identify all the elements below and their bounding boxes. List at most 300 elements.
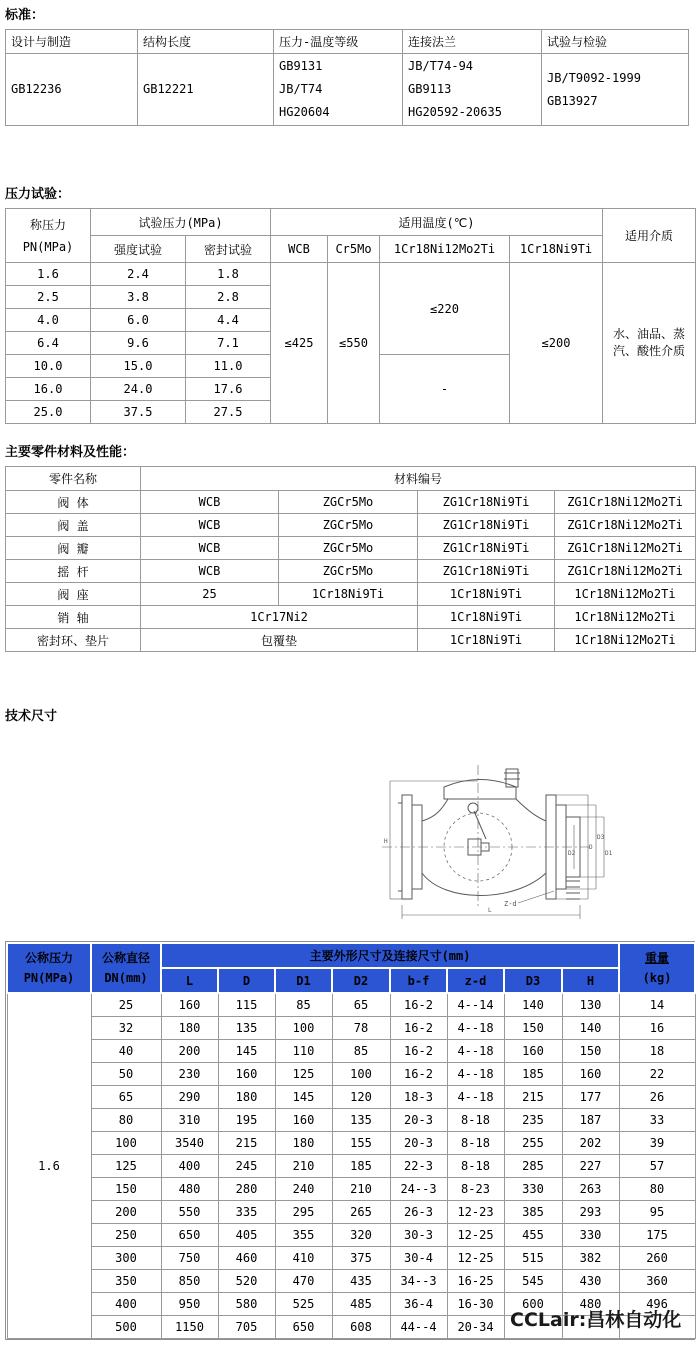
dim-label-d2: D2 xyxy=(568,850,576,857)
dim-cell-l: 200 xyxy=(161,1039,218,1062)
dims-sub-col: b-f xyxy=(390,968,447,993)
dim-cell-h: 177 xyxy=(562,1085,619,1108)
dim-cell-d3: 185 xyxy=(504,1062,562,1085)
pressure-col-cr5mo: Cr5Mo xyxy=(328,236,380,263)
dim-cell-bf: 20-3 xyxy=(390,1131,447,1154)
standard-code: GB12236 xyxy=(11,82,62,96)
dn-cell: 400 xyxy=(91,1292,161,1315)
dim-cell-l: 550 xyxy=(161,1200,218,1223)
zd-leader-line xyxy=(518,891,554,903)
standards-col-flange: 连接法兰 xyxy=(403,30,542,54)
material-code: ZG1Cr18Ni12Mo2Ti xyxy=(555,514,696,537)
dim-cell-d1: 160 xyxy=(275,1108,332,1131)
part-name: 阀 座 xyxy=(6,583,141,606)
material-code: ZGCr5Mo xyxy=(279,491,418,514)
dn-cell: 50 xyxy=(91,1062,161,1085)
standard-code: GB13927 xyxy=(547,93,598,108)
dim-cell-bf: 16-2 xyxy=(390,993,447,1016)
dim-cell-d3: 255 xyxy=(504,1131,562,1154)
materials-body xyxy=(6,491,696,606)
dims-sub-col: D2 xyxy=(332,968,390,993)
materials-row xyxy=(6,560,696,583)
dim-cell-d3: 385 xyxy=(504,1200,562,1223)
dn-cell: 150 xyxy=(91,1177,161,1200)
dims-row xyxy=(7,993,695,1016)
material-code: WCB xyxy=(141,560,279,583)
pressure-header-row-1 xyxy=(6,209,696,236)
dim-cell-d2: 375 xyxy=(332,1246,390,1269)
bonnet xyxy=(444,769,520,799)
pn-value: 10.0 xyxy=(6,355,91,378)
dn-header-line2: DN(mm) xyxy=(104,970,148,985)
seal-value: 7.1 xyxy=(186,332,271,355)
dim-cell-kg: 57 xyxy=(619,1154,695,1177)
dim-cell-zd: 12-25 xyxy=(447,1223,504,1246)
dim-cell-d1: 100 xyxy=(275,1016,332,1039)
pn-label-line2: PN(MPa) xyxy=(22,239,74,254)
dim-cell-h: 330 xyxy=(562,1223,619,1246)
seal-value: 4.4 xyxy=(186,309,271,332)
dim-cell-zd: 8-23 xyxy=(447,1177,504,1200)
dim-cell-bf: 34--3 xyxy=(390,1269,447,1292)
pn-value: 1.6 xyxy=(6,263,91,286)
dim-cell-l: 1150 xyxy=(161,1315,218,1338)
mat2-temp-limit: ≤200 xyxy=(510,263,603,424)
dn-cell: 65 xyxy=(91,1085,161,1108)
material-code: ZG1Cr18Ni9Ti xyxy=(418,514,555,537)
material-code: ZGCr5Mo xyxy=(279,560,418,583)
pn-header-line2: PN(MPa) xyxy=(23,970,75,985)
dim-cell-d: 705 xyxy=(218,1315,275,1338)
dimensions-title: 技术尺寸 xyxy=(5,709,58,724)
part-name: 阀 盖 xyxy=(6,514,141,537)
valve-drawing xyxy=(378,759,614,931)
standard-code: JB/T74-94 xyxy=(408,59,474,73)
standard-code: HG20592-20635 xyxy=(408,105,502,119)
dim-cell-h: 130 xyxy=(562,993,619,1016)
strength-value: 9.6 xyxy=(91,332,186,355)
dim-cell-bf: 20-3 xyxy=(390,1108,447,1131)
material-code: 1Cr18Ni9Ti xyxy=(418,629,555,652)
dim-cell-zd: 4--18 xyxy=(447,1085,504,1108)
material-code: ZGCr5Mo xyxy=(279,514,418,537)
strength-value: 3.8 xyxy=(91,286,186,309)
dim-cell-h: 293 xyxy=(562,1200,619,1223)
dim-cell-d2: 265 xyxy=(332,1200,390,1223)
dim-cell-d3: 600 xyxy=(504,1292,562,1315)
materials-row xyxy=(6,537,696,560)
materials-header-row xyxy=(6,467,696,491)
standard-code: GB12221 xyxy=(143,82,194,96)
dim-cell-l: 310 xyxy=(161,1108,218,1131)
pressure-col-seal: 密封试验 xyxy=(186,236,271,263)
dim-cell-d: 160 xyxy=(218,1062,275,1085)
dim-cell-h: 430 xyxy=(562,1269,619,1292)
materials-col-part: 零件名称 xyxy=(6,467,141,491)
pn-value-cell: 1.6 xyxy=(7,993,91,1338)
dim-cell-d1: 355 xyxy=(275,1223,332,1246)
dim-cell-l: 950 xyxy=(161,1292,218,1315)
dn-cell: 80 xyxy=(91,1108,161,1131)
part-name: 阀 体 xyxy=(6,491,141,514)
dim-cell-d1: 145 xyxy=(275,1085,332,1108)
dim-label-d3: D3 xyxy=(597,834,605,841)
dim-label-d1: D1 xyxy=(605,850,613,857)
standard-code: GB9131 xyxy=(279,59,323,73)
dn-cell: 100 xyxy=(91,1131,161,1154)
dim-cell-d2: 78 xyxy=(332,1016,390,1039)
dim-cell-d1: 525 xyxy=(275,1292,332,1315)
dim-cell-h: 382 xyxy=(562,1246,619,1269)
dim-cell-bf: 30-4 xyxy=(390,1246,447,1269)
dim-cell-d2: 185 xyxy=(332,1154,390,1177)
dn-cell: 125 xyxy=(91,1154,161,1177)
material-code: ZGCr5Mo xyxy=(279,537,418,560)
dim-cell-kg: 14 xyxy=(619,993,695,1016)
dims-sub-col: L xyxy=(161,968,218,993)
materials-title: 主要零件材料及性能： xyxy=(5,445,136,460)
dim-cell-h: 263 xyxy=(562,1177,619,1200)
dim-cell-kg: 80 xyxy=(619,1177,695,1200)
material-code: 1Cr18Ni9Ti xyxy=(418,583,555,606)
dim-cell-zd: 8-18 xyxy=(447,1108,504,1131)
dim-cell-bf: 30-3 xyxy=(390,1223,447,1246)
dim-label-d: D xyxy=(589,844,593,851)
pn-value: 2.5 xyxy=(6,286,91,309)
dim-cell-kg: 95 xyxy=(619,1200,695,1223)
dim-cell-d: 520 xyxy=(218,1269,275,1292)
dim-cell-d2: 135 xyxy=(332,1108,390,1131)
materials-col-codes: 材料编号 xyxy=(141,467,696,491)
dims-header-row-1 xyxy=(7,943,695,968)
dims-row xyxy=(7,1085,695,1108)
material-code: ZG1Cr18Ni9Ti xyxy=(418,491,555,514)
pressure-col-mat2: 1Cr18Ni9Ti xyxy=(510,236,603,263)
dim-cell-d3: 150 xyxy=(504,1016,562,1039)
dim-cell-kg: 175 xyxy=(619,1223,695,1246)
standards-cell-flange xyxy=(403,54,542,126)
pn-header-line1: 公称压力 xyxy=(24,950,73,965)
dn-cell: 350 xyxy=(91,1269,161,1292)
dim-cell-kg: 16 xyxy=(619,1016,695,1039)
standards-col-test: 试验与检验 xyxy=(542,30,689,54)
pressure-header-row-2 xyxy=(6,236,696,263)
dim-cell-h: 202 xyxy=(562,1131,619,1154)
material-code: 1Cr18Ni12Mo2Ti xyxy=(555,629,696,652)
wcb-temp-limit: ≤425 xyxy=(271,263,328,424)
dim-cell-d3: 330 xyxy=(504,1177,562,1200)
dims-row xyxy=(7,1039,695,1062)
dn-cell: 25 xyxy=(91,993,161,1016)
dims-sub-col: z-d xyxy=(447,968,504,993)
dim-cell-d1: 210 xyxy=(275,1154,332,1177)
dim-cell-l: 480 xyxy=(161,1177,218,1200)
standards-cell-test xyxy=(542,54,689,126)
seal-value: 27.5 xyxy=(186,401,271,424)
dims-col-pn xyxy=(7,943,91,993)
dims-sub-col: H xyxy=(562,968,619,993)
dim-cell-kg: 496 xyxy=(619,1292,695,1315)
material-code: 1Cr18Ni9Ti xyxy=(418,606,555,629)
dim-cell-d3: 215 xyxy=(504,1085,562,1108)
standards-cell-pt-rating xyxy=(274,54,403,126)
mat1-temp-limit-lower: - xyxy=(380,355,510,424)
dims-row xyxy=(7,1269,695,1292)
dim-cell-zd: 12-25 xyxy=(447,1246,504,1269)
seal-value: 17.6 xyxy=(186,378,271,401)
dn-header-line1: 公称直径 xyxy=(101,950,150,965)
dim-cell-d3: 455 xyxy=(504,1223,562,1246)
dim-cell-bf: 16-2 xyxy=(390,1016,447,1039)
dim-cell-d1: 295 xyxy=(275,1200,332,1223)
dims-sub-col: D xyxy=(218,968,275,993)
dims-row xyxy=(7,1016,695,1039)
dim-cell-zd: 16-25 xyxy=(447,1269,504,1292)
material-code: ZG1Cr18Ni9Ti xyxy=(418,560,555,583)
standards-data-row xyxy=(6,54,689,126)
dim-cell-d2: 85 xyxy=(332,1039,390,1062)
dim-cell-d2: 485 xyxy=(332,1292,390,1315)
part-name: 阀 瓣 xyxy=(6,537,141,560)
part-name: 摇 杆 xyxy=(6,560,141,583)
pn-value: 25.0 xyxy=(6,401,91,424)
pressure-test-title: 压力试验： xyxy=(5,187,71,202)
standards-title: 标准： xyxy=(5,8,45,23)
seal-value: 2.8 xyxy=(186,286,271,309)
dim-cell-d: 180 xyxy=(218,1085,275,1108)
dim-cell-d: 580 xyxy=(218,1292,275,1315)
dim-cell-d: 215 xyxy=(218,1131,275,1154)
materials-row-pin xyxy=(6,606,696,629)
dims-col-dn xyxy=(91,943,161,993)
dim-cell-zd: 4--18 xyxy=(447,1039,504,1062)
material-code: WCB xyxy=(141,514,279,537)
standards-col-length: 结构长度 xyxy=(138,30,274,54)
standard-code: JB/T9092-1999 xyxy=(547,70,641,85)
pn-label-line1: 称压力 xyxy=(29,217,66,232)
standard-code: JB/T74 xyxy=(279,82,323,96)
dims-row xyxy=(7,1131,695,1154)
material-code: 1Cr18Ni12Mo2Ti xyxy=(555,583,696,606)
dim-cell-zd: 4--18 xyxy=(447,1062,504,1085)
dim-cell-d1: 85 xyxy=(275,993,332,1016)
swing-arm xyxy=(474,811,486,839)
dim-cell-d2: 100 xyxy=(332,1062,390,1085)
dim-cell-bf: 26-3 xyxy=(390,1200,447,1223)
dim-cell-d1: 125 xyxy=(275,1062,332,1085)
dim-cell-d3: 545 xyxy=(504,1269,562,1292)
material-code: ZG1Cr18Ni12Mo2Ti xyxy=(555,491,696,514)
dim-cell-h: 480 xyxy=(562,1292,619,1315)
standards-header-row xyxy=(6,30,689,54)
standards-col-pt-rating: 压力-温度等级 xyxy=(274,30,403,54)
dimensions-table-container xyxy=(5,941,695,1340)
dim-cell-d2: 65 xyxy=(332,993,390,1016)
dim-cell-bf: 36-4 xyxy=(390,1292,447,1315)
applicable-medium: 水、油品、蒸汽、酸性介质 xyxy=(603,263,696,424)
dim-cell-d2: 120 xyxy=(332,1085,390,1108)
dim-cell-zd: 4--14 xyxy=(447,993,504,1016)
strength-value: 6.0 xyxy=(91,309,186,332)
pn-value: 16.0 xyxy=(6,378,91,401)
dims-row xyxy=(7,1177,695,1200)
strength-value: 37.5 xyxy=(91,401,186,424)
dn-cell: 250 xyxy=(91,1223,161,1246)
dim-cell-d: 405 xyxy=(218,1223,275,1246)
dims-row xyxy=(7,1200,695,1223)
dim-cell-bf: 16-2 xyxy=(390,1039,447,1062)
standards-table xyxy=(5,29,689,126)
dim-cell-d3: 140 xyxy=(504,993,562,1016)
dim-cell-d: 115 xyxy=(218,993,275,1016)
dim-cell-d1: 470 xyxy=(275,1269,332,1292)
dn-cell: 40 xyxy=(91,1039,161,1062)
standard-code: HG20604 xyxy=(279,105,330,119)
dim-cell-kg: 22 xyxy=(619,1062,695,1085)
dim-cell-l: 3540 xyxy=(161,1131,218,1154)
dims-sub-col: D1 xyxy=(275,968,332,993)
seal-value: 1.8 xyxy=(186,263,271,286)
dim-cell-d3: 285 xyxy=(504,1154,562,1177)
dim-cell-d: 145 xyxy=(218,1039,275,1062)
dim-cell-l: 850 xyxy=(161,1269,218,1292)
part-name: 密封环、垫片 xyxy=(6,629,141,652)
dim-cell-kg: 360 xyxy=(619,1269,695,1292)
dim-cell-zd: 4--18 xyxy=(447,1016,504,1039)
material-code: WCB xyxy=(141,491,279,514)
dims-row xyxy=(7,1246,695,1269)
materials-row xyxy=(6,583,696,606)
dim-cell-d: 245 xyxy=(218,1154,275,1177)
dim-cell-d2: 210 xyxy=(332,1177,390,1200)
mat1-temp-limit-upper: ≤220 xyxy=(380,263,510,355)
dim-cell-l: 290 xyxy=(161,1085,218,1108)
material-code: 包覆垫 xyxy=(141,629,418,652)
materials-row xyxy=(6,514,696,537)
dim-cell-l: 160 xyxy=(161,993,218,1016)
standard-code: GB9113 xyxy=(408,82,452,96)
dim-cell-d: 195 xyxy=(218,1108,275,1131)
dim-cell-d: 460 xyxy=(218,1246,275,1269)
valve-drawing-container xyxy=(378,759,700,935)
dim-cell-d: 335 xyxy=(218,1200,275,1223)
cr5mo-temp-limit: ≤550 xyxy=(328,263,380,424)
dim-cell-d3: 160 xyxy=(504,1039,562,1062)
dim-cell-d1: 110 xyxy=(275,1039,332,1062)
dim-cell-d2: 435 xyxy=(332,1269,390,1292)
dim-cell-d3: 235 xyxy=(504,1108,562,1131)
dim-cell-zd: 20-34 xyxy=(447,1315,504,1338)
pressure-col-wcb: WCB xyxy=(271,236,328,263)
seal-value: 11.0 xyxy=(186,355,271,378)
dim-cell-kg: 26 xyxy=(619,1085,695,1108)
weight-header-line2: (kg) xyxy=(642,970,672,985)
strength-value: 2.4 xyxy=(91,263,186,286)
materials-table xyxy=(5,466,696,652)
dn-cell: 200 xyxy=(91,1200,161,1223)
dim-cell-zd: 12-23 xyxy=(447,1200,504,1223)
pn-value: 6.4 xyxy=(6,332,91,355)
dims-row xyxy=(7,1154,695,1177)
dim-cell-zd: 16-30 xyxy=(447,1292,504,1315)
dim-cell-d1: 180 xyxy=(275,1131,332,1154)
dim-cell-bf: 18-3 xyxy=(390,1085,447,1108)
part-name: 销 轴 xyxy=(6,606,141,629)
material-code: WCB xyxy=(141,537,279,560)
dims-col-main: 主要外形尺寸及连接尺寸(mm) xyxy=(161,943,619,968)
material-code: 25 xyxy=(141,583,279,606)
dim-cell-d3: 515 xyxy=(504,1246,562,1269)
material-code: 1Cr18Ni12Mo2Ti xyxy=(555,606,696,629)
dim-cell-d: 135 xyxy=(218,1016,275,1039)
dn-cell: 32 xyxy=(91,1016,161,1039)
dim-cell-d2: 608 xyxy=(332,1315,390,1338)
dim-label-zd: Z-d xyxy=(504,900,517,908)
dn-cell: 300 xyxy=(91,1246,161,1269)
dims-body xyxy=(7,993,695,1338)
dim-cell-zd: 8-18 xyxy=(447,1154,504,1177)
dims-col-weight xyxy=(619,943,695,993)
standards-col-design: 设计与制造 xyxy=(6,30,138,54)
materials-row xyxy=(6,491,696,514)
material-code: 1Cr18Ni9Ti xyxy=(279,583,418,606)
dim-cell-h: 150 xyxy=(562,1039,619,1062)
pressure-col-temperature: 适用温度(℃) xyxy=(271,209,603,236)
dim-cell-bf: 24--3 xyxy=(390,1177,447,1200)
dim-cell-l: 400 xyxy=(161,1154,218,1177)
pressure-col-pn xyxy=(6,209,91,263)
dim-label-l: L xyxy=(488,907,492,914)
weight-header-line1: 重量 xyxy=(645,950,670,965)
watermark-text: CCLair:昌林自动化 xyxy=(510,1309,682,1331)
dim-cell-kg: 33 xyxy=(619,1108,695,1131)
strength-value: 24.0 xyxy=(91,378,186,401)
dim-cell-d2: 320 xyxy=(332,1223,390,1246)
dim-cell-bf: 44--4 xyxy=(390,1315,447,1338)
dims-row xyxy=(7,1223,695,1246)
dims-row xyxy=(7,1062,695,1085)
pressure-row xyxy=(6,263,696,286)
dims-sub-col: D3 xyxy=(504,968,562,993)
dimensions-table xyxy=(6,942,696,1339)
material-code: 1Cr17Ni2 xyxy=(141,606,418,629)
dim-cell-d1: 650 xyxy=(275,1315,332,1338)
hinge-boss xyxy=(468,803,478,813)
dim-cell-kg: 260 xyxy=(619,1246,695,1269)
dim-cell-l: 650 xyxy=(161,1223,218,1246)
dim-cell-d1: 240 xyxy=(275,1177,332,1200)
pn-value: 4.0 xyxy=(6,309,91,332)
pressure-col-test-pressure: 试验压力(MPa) xyxy=(91,209,271,236)
dim-cell-h: 187 xyxy=(562,1108,619,1131)
dim-cell-bf: 22-3 xyxy=(390,1154,447,1177)
dim-cell-d1: 410 xyxy=(275,1246,332,1269)
dim-cell-l: 750 xyxy=(161,1246,218,1269)
dim-cell-d: 280 xyxy=(218,1177,275,1200)
dim-label-h: H xyxy=(384,838,388,845)
dim-cell-zd: 8-18 xyxy=(447,1131,504,1154)
dim-cell-h: 227 xyxy=(562,1154,619,1177)
pressure-col-mat1: 1Cr18Ni12Mo2Ti xyxy=(380,236,510,263)
material-code: ZG1Cr18Ni12Mo2Ti xyxy=(555,537,696,560)
pressure-col-medium: 适用介质 xyxy=(603,209,696,263)
dim-cell-l: 230 xyxy=(161,1062,218,1085)
material-code: ZG1Cr18Ni9Ti xyxy=(418,537,555,560)
dim-cell-kg: 39 xyxy=(619,1131,695,1154)
dim-cell-h: 140 xyxy=(562,1016,619,1039)
dim-cell-l: 180 xyxy=(161,1016,218,1039)
material-code: ZG1Cr18Ni12Mo2Ti xyxy=(555,560,696,583)
